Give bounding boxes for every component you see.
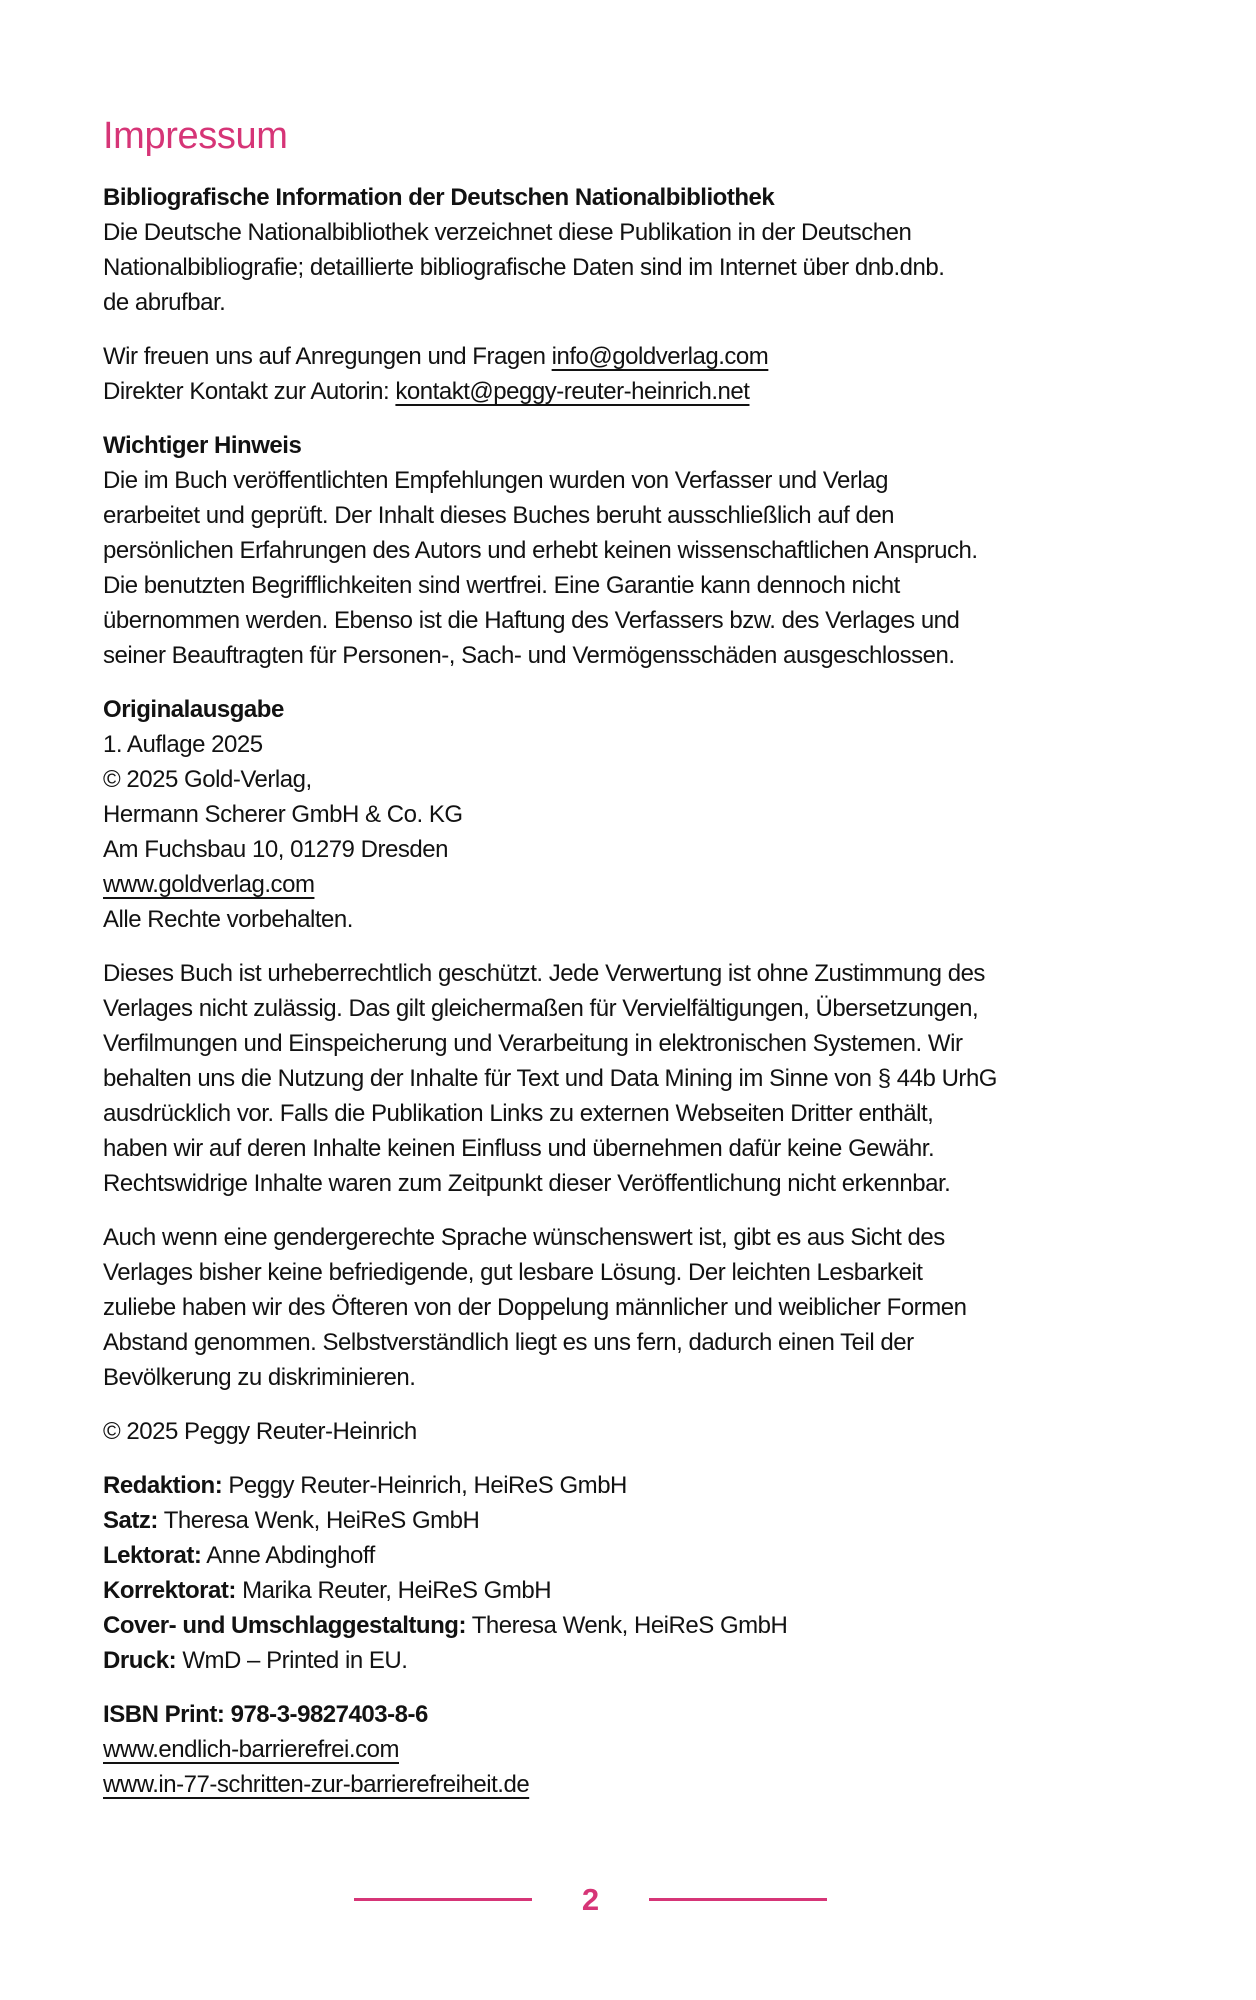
biblio-section (103, 180, 1176, 320)
credit-row-druck (103, 1643, 1176, 1678)
gender-line: Auch wenn eine gendergerechte Sprache wünschenswert ist, gibt es aus Sicht des (103, 1224, 945, 1251)
publisher-address-line: Am Fuchsbau 10, 01279 Dresden (103, 836, 448, 863)
publisher-email-link[interactable]: info@goldverlag.com (551, 343, 769, 370)
credit-row-satz (103, 1503, 1176, 1538)
author-email-link[interactable]: kontakt@peggy-reuter-heinrich.net (395, 378, 750, 405)
notice-line: seiner Beauftragten für Personen-, Sach- und Vermögensschäden ausgeschlossen. (103, 642, 955, 669)
copyright-line: Dieses Buch ist urheberrechtlich geschützt. Jede Verwertung ist ohne Zustimmung des (103, 960, 985, 987)
notice-line: übernommen werden. Ebenso ist die Haftung des Verfassers bzw. des Verlages und (103, 607, 960, 634)
credit-label: Lektorat: (103, 1542, 202, 1569)
notice-line: persönlichen Erfahrungen des Autors und erhebt keinen wissenschaftlichen Anspruch. (103, 537, 978, 564)
biblio-line: Nationalbibliografie; detaillierte bibliografische Daten sind im Internet über dnb.dnb. (103, 254, 945, 281)
original-edition-section (103, 692, 1176, 937)
credit-row-cover (103, 1608, 1176, 1643)
credit-label: Cover- und Umschlaggestaltung: (103, 1612, 466, 1639)
copyright-line: haben wir auf deren Inhalte keinen Einfluss und übernehmen dafür keine Gewähr. (103, 1135, 935, 1162)
gender-line: zuliebe haben wir des Öfteren von der Doppelung männlicher und weiblicher Formen (103, 1294, 967, 1321)
credit-label: Korrektorat: (103, 1577, 236, 1604)
rights-reserved-line: Alle Rechte vorbehalten. (103, 906, 353, 933)
gender-line: Bevölkerung zu diskriminieren. (103, 1364, 416, 1391)
publisher-website-link[interactable]: www.goldverlag.com (103, 871, 315, 898)
biblio-heading: Bibliografische Information der Deutschen Nationalbibliothek (103, 184, 775, 211)
gender-language-section (103, 1220, 1176, 1395)
contact-line-suggestions (103, 339, 1176, 374)
notice-line: erarbeitet und geprüft. Der Inhalt dieses Buches beruht ausschließlich auf den (103, 502, 895, 529)
footer-rule-right (649, 1898, 827, 1901)
biblio-line: de abrufbar. (103, 289, 226, 316)
credits-section (103, 1468, 1176, 1678)
gender-line: Abstand genommen. Selbstverständlich liegt es uns fern, dadurch einen Teil der (103, 1329, 914, 1356)
copyright-line: Rechtswidrige Inhalte waren zum Zeitpunkt dieser Veröffentlichung nicht erkennbar. (103, 1170, 951, 1197)
copyright-line: Verfilmungen und Einspeicherung und Verarbeitung in elektronischen Systemen. Wir (103, 1030, 963, 1057)
isbn-section (103, 1697, 1176, 1802)
author-copyright-section (103, 1414, 1176, 1449)
credit-value: Marika Reuter, HeiReS GmbH (235, 1577, 552, 1604)
page-footer (103, 1884, 1078, 1915)
footer-rule-left (354, 1898, 532, 1901)
page-number: 2 (581, 1882, 600, 1917)
credit-value: Theresa Wenk, HeiReS GmbH (465, 1612, 788, 1639)
isbn-print-line: ISBN Print: 978-3-9827403-8-6 (103, 1701, 428, 1728)
credit-row-korrektorat (103, 1573, 1176, 1608)
credit-row-lektorat (103, 1538, 1176, 1573)
credit-value: Theresa Wenk, HeiReS GmbH (157, 1507, 480, 1534)
biblio-line: Die Deutsche Nationalbibliothek verzeichnet diese Publikation in der Deutschen (103, 219, 912, 246)
notice-heading: Wichtiger Hinweis (103, 432, 302, 459)
publisher-name-line: Hermann Scherer GmbH & Co. KG (103, 801, 463, 828)
credit-label: Satz: (103, 1507, 158, 1534)
77-schritte-website-link[interactable]: www.in-77-schritten-zur-barrierefreiheit.de (103, 1771, 530, 1798)
gender-line: Verlages bisher keine befriedigende, gut lesbare Lösung. Der leichten Lesbarkeit (103, 1259, 923, 1286)
contact-text: Direkter Kontakt zur Autorin: (103, 378, 396, 405)
barrierefrei-website-link[interactable]: www.endlich-barrierefrei.com (103, 1736, 399, 1763)
credit-value: WmD – Printed in EU. (176, 1647, 408, 1674)
credit-value: Anne Abdinghoff (201, 1542, 375, 1569)
credit-label: Druck: (103, 1647, 177, 1674)
notice-section (103, 428, 1176, 673)
credit-value: Peggy Reuter-Heinrich, HeiReS GmbH (222, 1472, 627, 1499)
credit-label: Redaktion: (103, 1472, 223, 1499)
page-title: Impressum (103, 115, 288, 157)
edition-line: 1. Auflage 2025 (103, 731, 263, 758)
copyright-line: behalten uns die Nutzung der Inhalte für Text und Data Mining im Sinne von § 44b UrhG (103, 1065, 997, 1092)
notice-line: Die im Buch veröffentlichten Empfehlungen wurden von Verfasser und Verlag (103, 467, 889, 494)
copyright-notice-section (103, 956, 1176, 1201)
original-edition-heading: Originalausgabe (103, 696, 284, 723)
author-copyright-line: © 2025 Peggy Reuter-Heinrich (103, 1418, 417, 1445)
publisher-copyright-line: © 2025 Gold-Verlag, (103, 766, 312, 793)
notice-line: Die benutzten Begrifflichkeiten sind wertfrei. Eine Garantie kann dennoch nicht (103, 572, 900, 599)
copyright-line: ausdrücklich vor. Falls die Publikation Links zu externen Webseiten Dritter enthält, (103, 1100, 934, 1127)
copyright-line: Verlages nicht zulässig. Das gilt gleichermaßen für Vervielfältigungen, Übersetzungen, (103, 995, 979, 1022)
contact-line-author (103, 374, 1176, 409)
credit-row-redaktion (103, 1468, 1176, 1503)
contact-section (103, 339, 1176, 409)
contact-text: Wir freuen uns auf Anregungen und Fragen (103, 343, 552, 370)
